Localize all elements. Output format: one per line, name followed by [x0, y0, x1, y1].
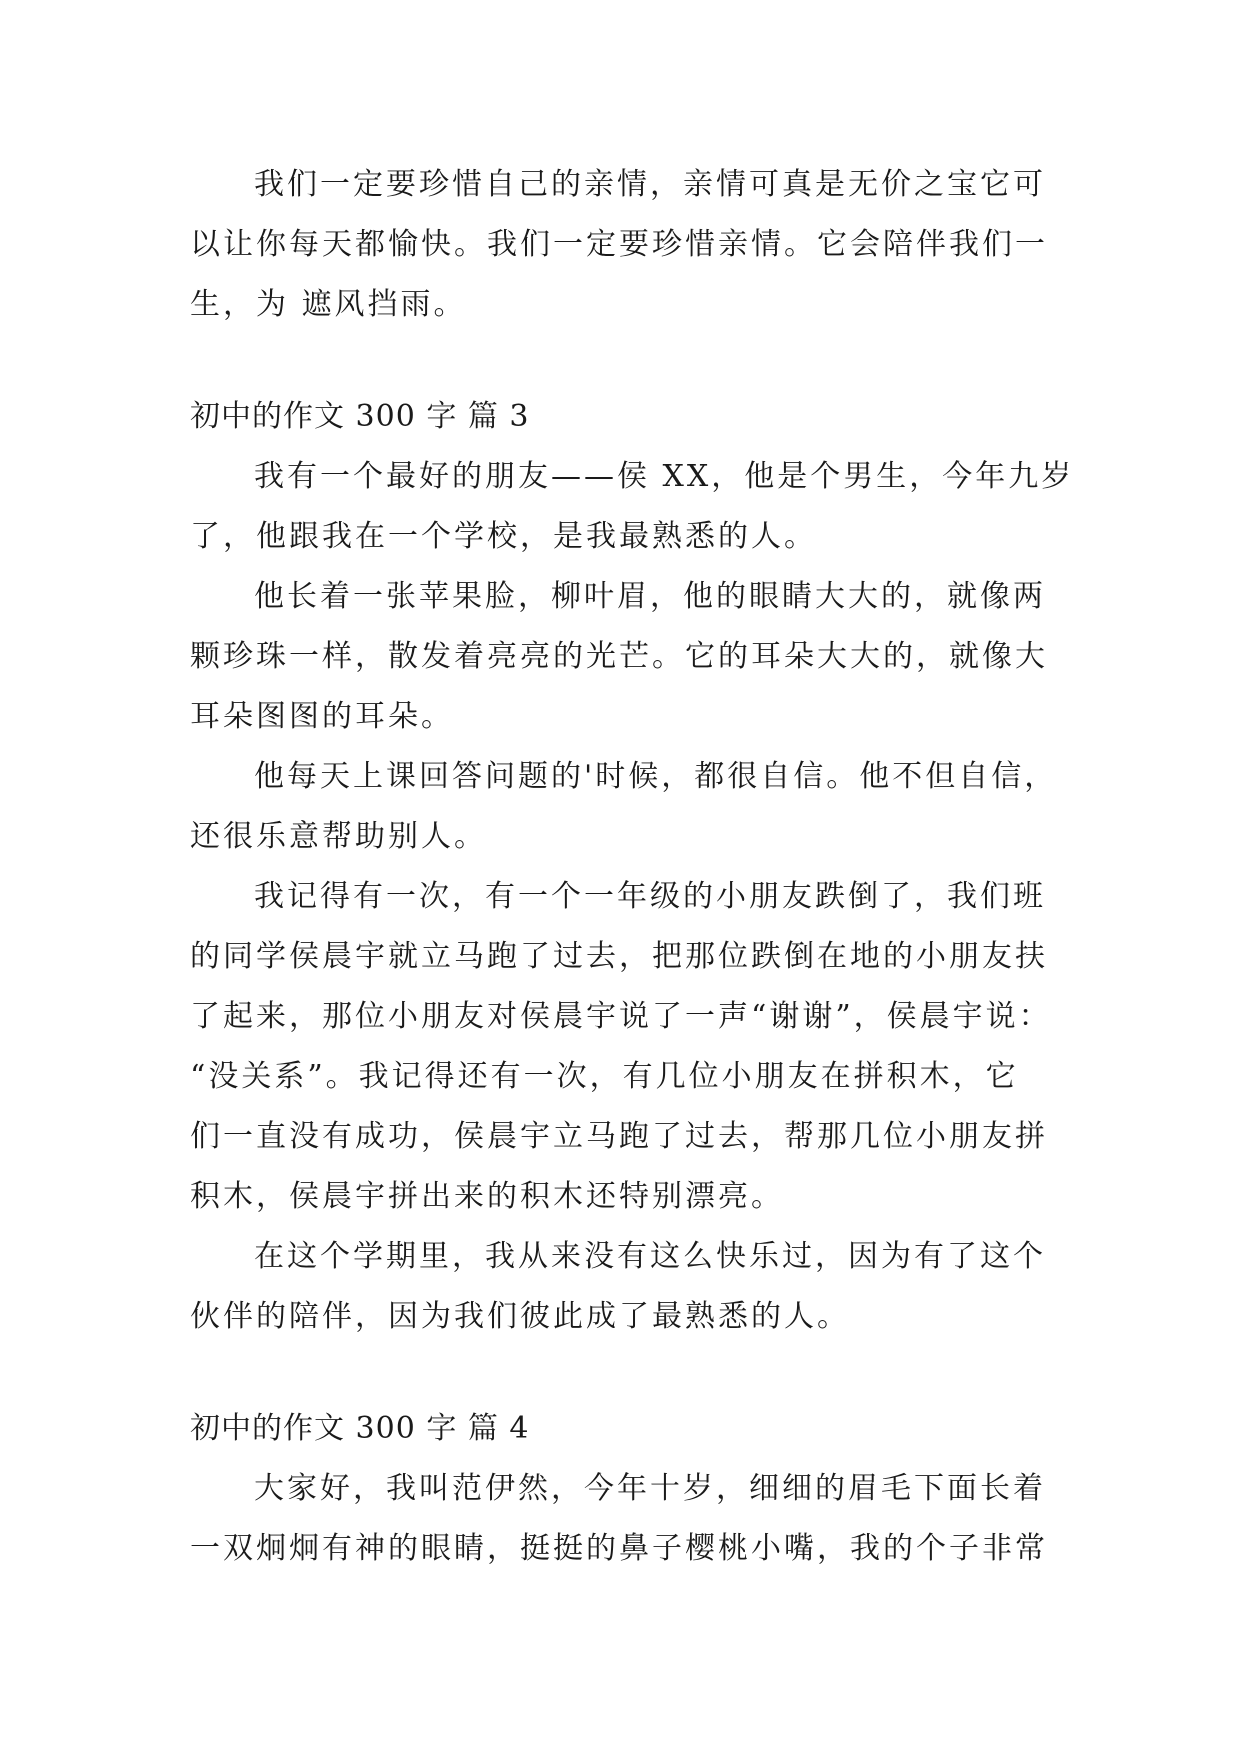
- paragraph-line: 了起来，那位小朋友对侯晨宇说了一声“谢谢”，侯晨宇说：: [190, 999, 1052, 1034]
- paragraph-line: 大家好，我叫范伊然，今年十岁，细细的眉毛下面长着: [254, 1471, 1046, 1506]
- paragraph-line: 的同学侯晨宇就立马跑了过去，把那位跌倒在地的小朋友扶: [190, 939, 1048, 974]
- paragraph-line: 他长着一张苹果脸，柳叶眉，他的眼睛大大的，就像两: [254, 579, 1046, 614]
- paragraph-line: 颗珍珠一样，散发着亮亮的光芒。它的耳朵大大的，就像大: [190, 639, 1048, 674]
- paragraph-line: 还很乐意帮助别人。: [190, 819, 487, 854]
- section-heading: 初中的作文 300 字 篇 3: [190, 399, 530, 434]
- paragraph-line: 生，为 遮风挡雨。: [190, 287, 467, 322]
- paragraph-line: 耳朵图图的耳朵。: [190, 699, 454, 734]
- paragraph-line: “没关系”。我记得还有一次，有几位小朋友在拼积木，它: [190, 1059, 1019, 1094]
- section-heading: 初中的作文 300 字 篇 4: [190, 1411, 530, 1446]
- paragraph-line: 一双炯炯有神的眼睛，挺挺的鼻子樱桃小嘴，我的个子非常: [190, 1531, 1048, 1566]
- paragraph-line: 我有一个最好的朋友——侯 XX，他是个男生，今年九岁: [254, 459, 1075, 494]
- paragraph-line: 他每天上课回答问题的'时候，都很自信。他不但自信，: [254, 759, 1058, 794]
- paragraph-line: 们一直没有成功，侯晨宇立马跑了过去，帮那几位小朋友拼: [190, 1119, 1048, 1154]
- paragraph-line: 积木，侯晨宇拼出来的积木还特别漂亮。: [190, 1179, 784, 1214]
- paragraph-line: 伙伴的陪伴，因为我们彼此成了最熟悉的人。: [190, 1299, 850, 1334]
- paragraph-line: 以让你每天都愉快。我们一定要珍惜亲情。它会陪伴我们一: [190, 227, 1048, 262]
- paragraph-line: 了，他跟我在一个学校，是我最熟悉的人。: [190, 519, 817, 554]
- paragraph-line: 我们一定要珍惜自己的亲情，亲情可真是无价之宝它可: [254, 167, 1046, 202]
- paragraph-line: 我记得有一次，有一个一年级的小朋友跌倒了，我们班: [254, 879, 1046, 914]
- paragraph-line: 在这个学期里，我从来没有这么快乐过，因为有了这个: [254, 1239, 1046, 1274]
